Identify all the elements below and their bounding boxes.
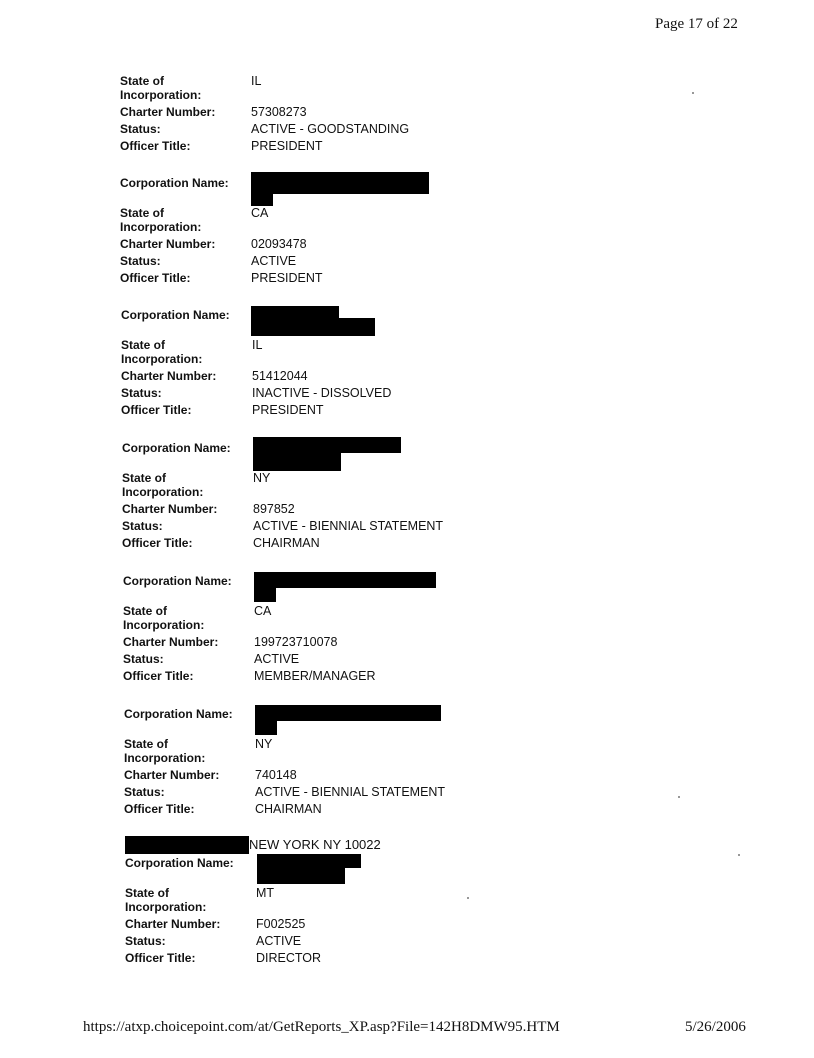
redacted-corporation-name — [254, 588, 276, 602]
redacted-corporation-name — [251, 194, 273, 206]
status-value: ACTIVE - BIENNIAL STATEMENT — [255, 785, 446, 799]
charter-value: 199723710078 — [254, 635, 338, 649]
charter-value: 57308273 — [251, 105, 307, 119]
officer-label: Officer Title: — [122, 536, 193, 550]
charter-value: 51412044 — [252, 369, 308, 383]
scan-speck — [738, 854, 740, 856]
redacted-corporation-name — [251, 318, 375, 336]
status-value: ACTIVE — [251, 254, 297, 268]
corporation-name-label: Corporation Name: — [121, 308, 230, 322]
redacted-corporation-name — [255, 705, 441, 721]
charter-value: 897852 — [253, 502, 295, 516]
status-label: Status: — [121, 386, 162, 400]
status-label: Status: — [125, 934, 166, 948]
officer-label: Officer Title: — [125, 951, 196, 965]
corporation-name-label: Corporation Name: — [123, 574, 232, 588]
officer-label: Officer Title: — [120, 271, 191, 285]
state-label: State of Incorporation: — [125, 886, 207, 914]
status-label: Status: — [123, 652, 164, 666]
charter-value: 02093478 — [251, 237, 307, 251]
charter-value: F002525 — [256, 917, 306, 931]
redacted-corporation-name — [251, 172, 429, 194]
corporation-name-label: Corporation Name: — [120, 176, 229, 190]
officer-label: Officer Title: — [123, 669, 194, 683]
officer-label: Officer Title: — [120, 139, 191, 153]
redacted-corporation-name — [257, 868, 345, 884]
state-label: State of Incorporation: — [121, 338, 203, 366]
officer-value: PRESIDENT — [251, 139, 323, 153]
charter-value: 740148 — [255, 768, 297, 782]
redacted-corporation-name — [253, 453, 341, 471]
state-value: IL — [251, 74, 262, 88]
officer-label: Officer Title: — [121, 403, 192, 417]
footer-date: 5/26/2006 — [685, 1019, 746, 1035]
corporation-name-label: Corporation Name: — [124, 707, 233, 721]
scan-speck — [692, 92, 694, 94]
officer-value: DIRECTOR — [256, 951, 322, 965]
state-label: State of Incorporation: — [122, 471, 204, 499]
state-label: State of Incorporation: — [123, 604, 205, 632]
state-value: CA — [251, 206, 269, 220]
status-value: ACTIVE — [254, 652, 300, 666]
status-value: ACTIVE - GOODSTANDING — [251, 122, 410, 136]
status-label: Status: — [122, 519, 163, 533]
scan-speck — [467, 897, 469, 899]
state-value: NY — [255, 737, 273, 751]
charter-label: Charter Number: — [121, 369, 217, 383]
status-value: INACTIVE - DISSOLVED — [252, 386, 392, 400]
redacted-corporation-name — [253, 437, 401, 453]
corporation-name-label: Corporation Name: — [122, 441, 231, 455]
redacted-corporation-name — [257, 854, 361, 868]
address-value: NEW YORK NY 10022 — [249, 837, 381, 852]
footer-url: https://atxp.choicepoint.com/at/GetReports_XP.asp?File=142H8DMW95.HTM — [83, 1019, 560, 1035]
status-label: Status: — [124, 785, 165, 799]
status-label: Status: — [120, 122, 161, 136]
state-value: IL — [252, 338, 263, 352]
redacted-address-prefix — [125, 836, 249, 854]
page-number: Page 17 of 22 — [655, 16, 738, 32]
charter-label: Charter Number: — [120, 237, 216, 251]
state-label: State of Incorporation: — [120, 74, 202, 102]
status-value: ACTIVE - BIENNIAL STATEMENT — [253, 519, 444, 533]
redacted-corporation-name — [251, 306, 339, 318]
redacted-corporation-name — [254, 572, 436, 588]
state-value: MT — [256, 886, 275, 900]
officer-value: MEMBER/MANAGER — [254, 669, 376, 683]
state-label: State of Incorporation: — [120, 206, 202, 234]
officer-value: CHAIRMAN — [253, 536, 320, 550]
officer-value: CHAIRMAN — [255, 802, 322, 816]
officer-value: PRESIDENT — [252, 403, 324, 417]
redacted-corporation-name — [255, 721, 277, 735]
state-value: NY — [253, 471, 271, 485]
scan-speck — [678, 796, 680, 798]
status-label: Status: — [120, 254, 161, 268]
state-label: State of Incorporation: — [124, 737, 206, 765]
status-value: ACTIVE — [256, 934, 302, 948]
charter-label: Charter Number: — [125, 917, 221, 931]
officer-label: Officer Title: — [124, 802, 195, 816]
charter-label: Charter Number: — [124, 768, 220, 782]
charter-label: Charter Number: — [122, 502, 218, 516]
officer-value: PRESIDENT — [251, 271, 323, 285]
state-value: CA — [254, 604, 272, 618]
charter-label: Charter Number: — [123, 635, 219, 649]
charter-label: Charter Number: — [120, 105, 216, 119]
corporation-name-label: Corporation Name: — [125, 856, 234, 870]
